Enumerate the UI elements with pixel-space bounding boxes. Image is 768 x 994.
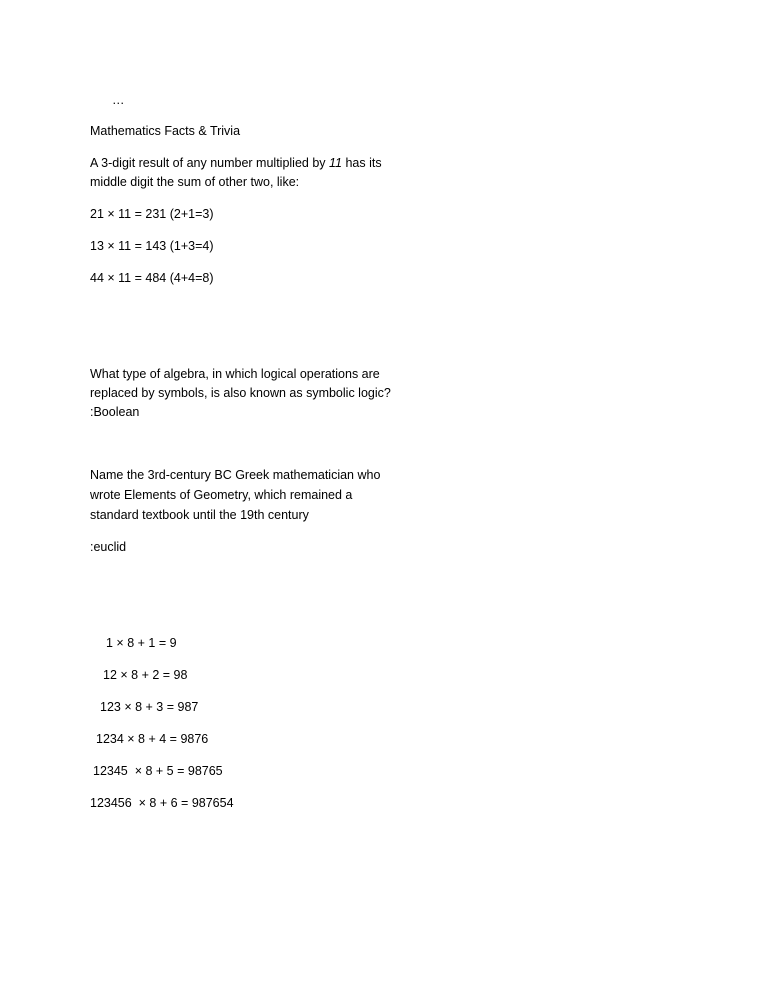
pattern-line-5: 12345 × 8 + 5 = 98765 xyxy=(93,764,223,778)
pattern-line-3: 123 × 8 + 3 = 987 xyxy=(100,700,199,714)
example-1: 21 × 11 = 231 (2+1=3) xyxy=(90,207,214,221)
question-2-line-1: Name the 3rd-century BC Greek mathematician who xyxy=(90,468,381,482)
question-2-answer: :euclid xyxy=(90,540,127,554)
fact-text: A 3-digit result of any number multiplied by xyxy=(90,156,330,170)
fact-number: 11 xyxy=(329,156,342,170)
pattern-line-4: 1234 × 8 + 4 = 9876 xyxy=(96,732,209,746)
fact-line-1 xyxy=(90,155,382,171)
pattern-line-1: 1 × 8 + 1 = 9 xyxy=(106,636,177,650)
question-1-line-2: replaced by symbols, is also known as symbolic logic? xyxy=(90,386,391,400)
example-3: 44 × 11 = 484 (4+4=8) xyxy=(90,271,214,285)
page-title: Mathematics Facts & Trivia xyxy=(90,124,241,138)
example-2: 13 × 11 = 143 (1+3=4) xyxy=(90,239,214,253)
fact-text-end: has its xyxy=(342,156,382,170)
ellipsis: … xyxy=(112,93,125,107)
question-1-answer: :Boolean xyxy=(90,405,140,419)
fact-line-2: middle digit the sum of other two, like: xyxy=(90,175,300,189)
question-2-line-3: standard textbook until the 19th century xyxy=(90,508,309,522)
question-1-line-1: What type of algebra, in which logical operations are xyxy=(90,367,380,381)
question-2-line-2: wrote Elements of Geometry, which remained a xyxy=(90,488,353,502)
pattern-line-6: 123456 × 8 + 6 = 987654 xyxy=(90,796,234,810)
pattern-line-2: 12 × 8 + 2 = 98 xyxy=(103,668,188,682)
